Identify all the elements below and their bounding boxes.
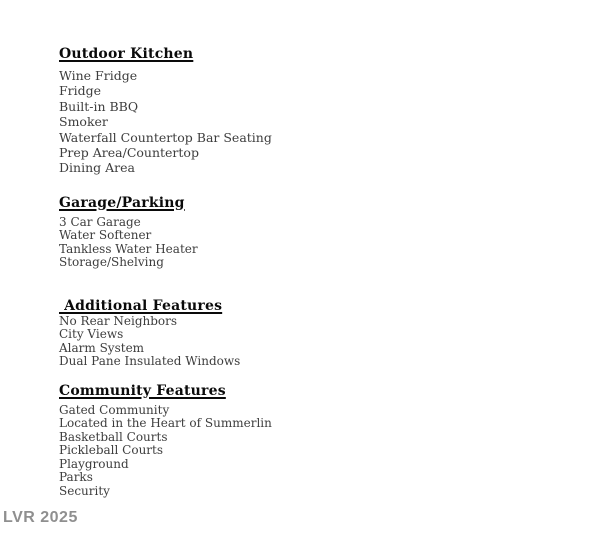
- feature-item: Smoker: [59, 114, 108, 130]
- feature-item: Dual Pane Insulated Windows: [59, 354, 241, 369]
- feature-item: Parks: [59, 470, 93, 485]
- feature-item: Basketball Courts: [59, 429, 168, 444]
- feature-item: Wine Fridge: [59, 68, 138, 83]
- feature-item: Waterfall Countertop Bar Seating: [59, 129, 272, 145]
- section-heading-community-features: Community Features: [59, 382, 226, 399]
- feature-item: Prep Area/Countertop: [59, 145, 199, 161]
- section-additional-features: [59, 298, 479, 369]
- section-heading-additional-features: Additional Features: [59, 297, 223, 314]
- feature-item: Gated Community: [59, 402, 170, 417]
- feature-item: Water Softener: [59, 228, 152, 243]
- section-outdoor-kitchen: [59, 46, 479, 176]
- feature-item: Storage/Shelving: [59, 255, 164, 270]
- feature-item: Dining Area: [59, 160, 135, 176]
- section-garage-parking: [59, 195, 479, 270]
- feature-item: Playground: [59, 456, 129, 471]
- section-community-features: [59, 383, 479, 499]
- feature-item: Tankless Water Heater: [59, 241, 198, 256]
- section-heading-outdoor-kitchen: Outdoor Kitchen: [59, 46, 194, 62]
- feature-item: No Rear Neighbors: [59, 313, 178, 328]
- lvr-watermark: LVR 2025: [3, 509, 78, 526]
- feature-item: Pickleball Courts: [59, 443, 164, 458]
- feature-item: Security: [59, 483, 110, 498]
- section-heading-garage-parking: Garage/Parking: [59, 194, 185, 211]
- feature-item: Built-in BBQ: [59, 98, 139, 114]
- feature-item: Located in the Heart of Summerlin: [59, 416, 272, 431]
- features-list: [59, 46, 479, 498]
- feature-item: Fridge: [59, 83, 102, 99]
- feature-item: 3 Car Garage: [59, 214, 141, 229]
- feature-item: City Views: [59, 327, 124, 342]
- feature-item: Alarm System: [59, 340, 145, 355]
